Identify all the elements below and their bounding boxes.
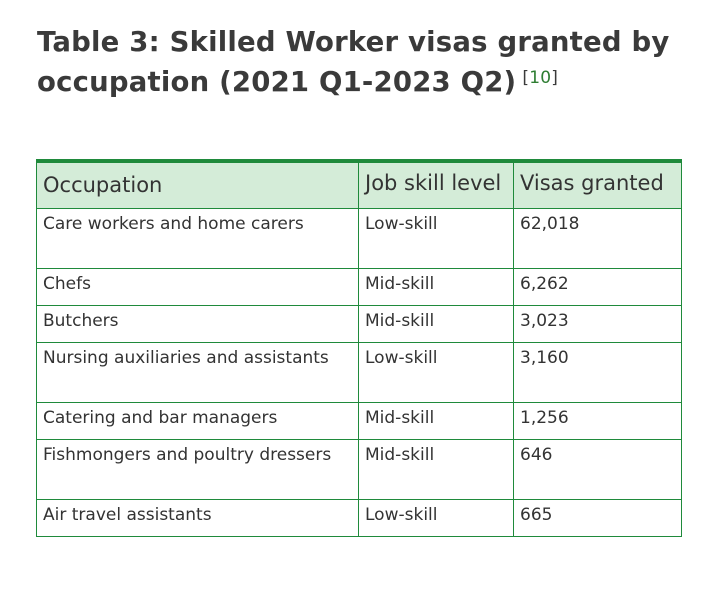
visa-table xyxy=(36,159,682,537)
cell-skill-level: Mid-skill xyxy=(359,402,514,439)
column-header-skill-level: Job skill level xyxy=(359,161,514,208)
table-title-text: Table 3: Skilled Worker visas granted by occupation (2021 Q1-2023 Q2) xyxy=(37,26,670,98)
table-row xyxy=(37,268,682,305)
table-row xyxy=(37,439,682,499)
cell-skill-level: Low-skill xyxy=(359,342,514,402)
cell-visas-granted: 1,256 xyxy=(514,402,682,439)
visa-table-container xyxy=(36,159,681,537)
cell-skill-level: Mid-skill xyxy=(359,439,514,499)
cell-skill-level: Mid-skill xyxy=(359,268,514,305)
cell-occupation: Butchers xyxy=(37,305,359,342)
cell-occupation: Care workers and home carers xyxy=(37,208,359,268)
table-row xyxy=(37,402,682,439)
cell-skill-level: Mid-skill xyxy=(359,305,514,342)
table-row xyxy=(37,499,682,536)
cell-visas-granted: 62,018 xyxy=(514,208,682,268)
footnote-bracket-open: [ xyxy=(522,68,530,88)
cell-skill-level: Low-skill xyxy=(359,499,514,536)
cell-visas-granted: 6,262 xyxy=(514,268,682,305)
table-header-row xyxy=(37,161,682,208)
column-header-visas-granted: Visas granted xyxy=(514,161,682,208)
footnote-reference[interactable] xyxy=(522,68,558,88)
cell-occupation: Catering and bar managers xyxy=(37,402,359,439)
cell-occupation: Nursing auxiliaries and assistants xyxy=(37,342,359,402)
cell-skill-level: Low-skill xyxy=(359,208,514,268)
column-header-occupation: Occupation xyxy=(37,161,359,208)
cell-visas-granted: 665 xyxy=(514,499,682,536)
cell-visas-granted: 3,023 xyxy=(514,305,682,342)
table-row xyxy=(37,342,682,402)
cell-visas-granted: 3,160 xyxy=(514,342,682,402)
footnote-bracket-close: ] xyxy=(551,68,559,88)
cell-occupation: Fishmongers and poultry dressers xyxy=(37,439,359,499)
table-row xyxy=(37,305,682,342)
table-row xyxy=(37,208,682,268)
footnote-link[interactable]: 10 xyxy=(529,68,552,88)
cell-occupation: Air travel assistants xyxy=(37,499,359,536)
cell-occupation: Chefs xyxy=(37,268,359,305)
cell-visas-granted: 646 xyxy=(514,439,682,499)
table-title xyxy=(37,22,697,102)
